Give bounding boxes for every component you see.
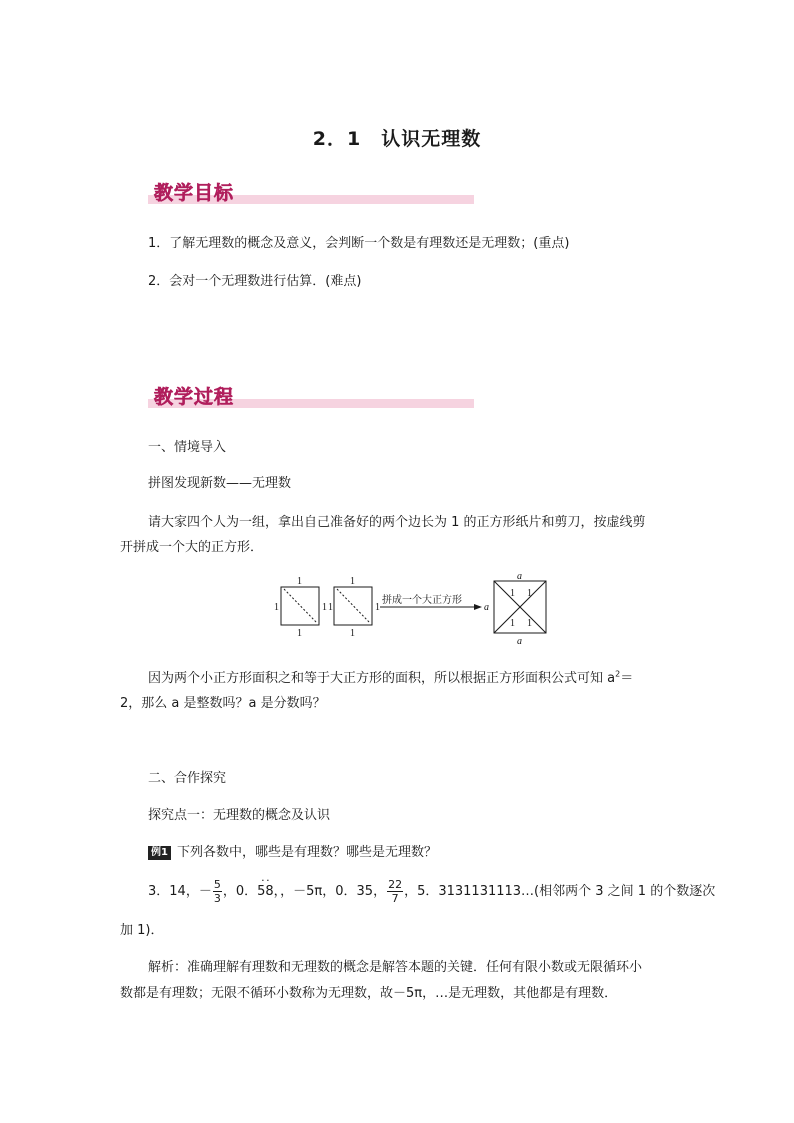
text: 因为两个小正方形面积之和等于大正方形的面积，所以根据正方形面积公式可知 a (148, 671, 616, 686)
side-label: 1 (322, 602, 327, 613)
fraction (387, 878, 403, 905)
explore-point-title: 探究点一：无理数的概念及认识 (148, 808, 331, 823)
section-label: 教学过程 (154, 386, 235, 408)
page-title: 2．1 认识无理数 (312, 128, 482, 150)
example-line (148, 841, 437, 860)
number-list-line: 加 1)． (120, 923, 164, 938)
denominator: 7 (391, 892, 399, 905)
side-label-a: a (517, 636, 522, 646)
inner-label: 1 (527, 588, 532, 599)
part2-heading: 二、合作探究 (148, 771, 227, 786)
side-label: 1 (375, 602, 380, 613)
dashed-diagonal (337, 589, 370, 623)
side-label-a: a (517, 574, 522, 582)
number-list-line (148, 878, 715, 906)
fraction (213, 878, 222, 905)
square-puzzle-figure (272, 574, 552, 646)
goal-item: 1．了解无理数的概念及意义，会判断一个数是有理数还是无理数；(重点) (148, 236, 570, 251)
section-label: 教学目标 (154, 182, 235, 204)
paragraph-line: 2，那么 a 是整数吗？a 是分数吗？ (120, 696, 326, 711)
inner-label: 1 (510, 618, 515, 629)
example-text: 下列各数中，哪些是有理数？哪些是无理数？ (176, 845, 437, 860)
dashed-diagonal (284, 589, 317, 623)
numerator: 22 (388, 878, 403, 891)
numerator: 5 (213, 878, 221, 891)
inner-label: 1 (510, 588, 515, 599)
denominator: 3 (213, 892, 221, 905)
arrow-label: 拼成一个大正方形 (382, 595, 462, 606)
side-label: 1 (350, 576, 355, 587)
paragraph-line: 开拼成一个大的正方形． (120, 540, 264, 555)
analysis-line: 数都是有理数；无限不循环小数称为无理数，故－5π，…是无理数，其他都是有理数． (120, 986, 618, 1001)
side-label-a: a (484, 602, 489, 613)
inner-label: 1 (527, 618, 532, 629)
small-square-2 (334, 587, 372, 625)
arrow-head (474, 604, 482, 610)
side-label: 1 (297, 628, 302, 639)
text: ，0． (222, 884, 258, 899)
example-badge: 例1 (148, 846, 171, 860)
section-banner-goals (148, 178, 474, 208)
analysis-line: 解析：准确理解有理数和无理数的概念是解答本题的关键．任何有限小数或无限循环小 (148, 960, 643, 975)
section-banner-process (148, 382, 474, 412)
text: ＝ (620, 671, 634, 686)
text: ，5．3131131113…(相邻两个 3 之间 1 的个数逐次 (404, 884, 716, 899)
side-label: 1 (274, 602, 279, 613)
exponent: 2 (615, 669, 621, 679)
side-label: 1 (328, 602, 333, 613)
side-label: 1 (350, 628, 355, 639)
repeating-decimal: · · 58 (257, 878, 274, 906)
goal-item: 2．会对一个无理数进行估算．(难点) (148, 274, 362, 289)
part1-subtitle: 拼图发现新数——无理数 (148, 476, 292, 491)
side-label: 1 (297, 576, 302, 587)
paragraph-line (148, 667, 633, 686)
text: ，，－5π，0．35， (273, 884, 387, 899)
part1-heading: 一、情境导入 (148, 440, 227, 455)
small-square-1 (281, 587, 319, 625)
text: 3．14，－ (148, 884, 212, 899)
paragraph-line: 请大家四个人为一组，拿出自己准备好的两个边长为 1 的正方形纸片和剪刀，按虚线剪 (148, 515, 646, 530)
